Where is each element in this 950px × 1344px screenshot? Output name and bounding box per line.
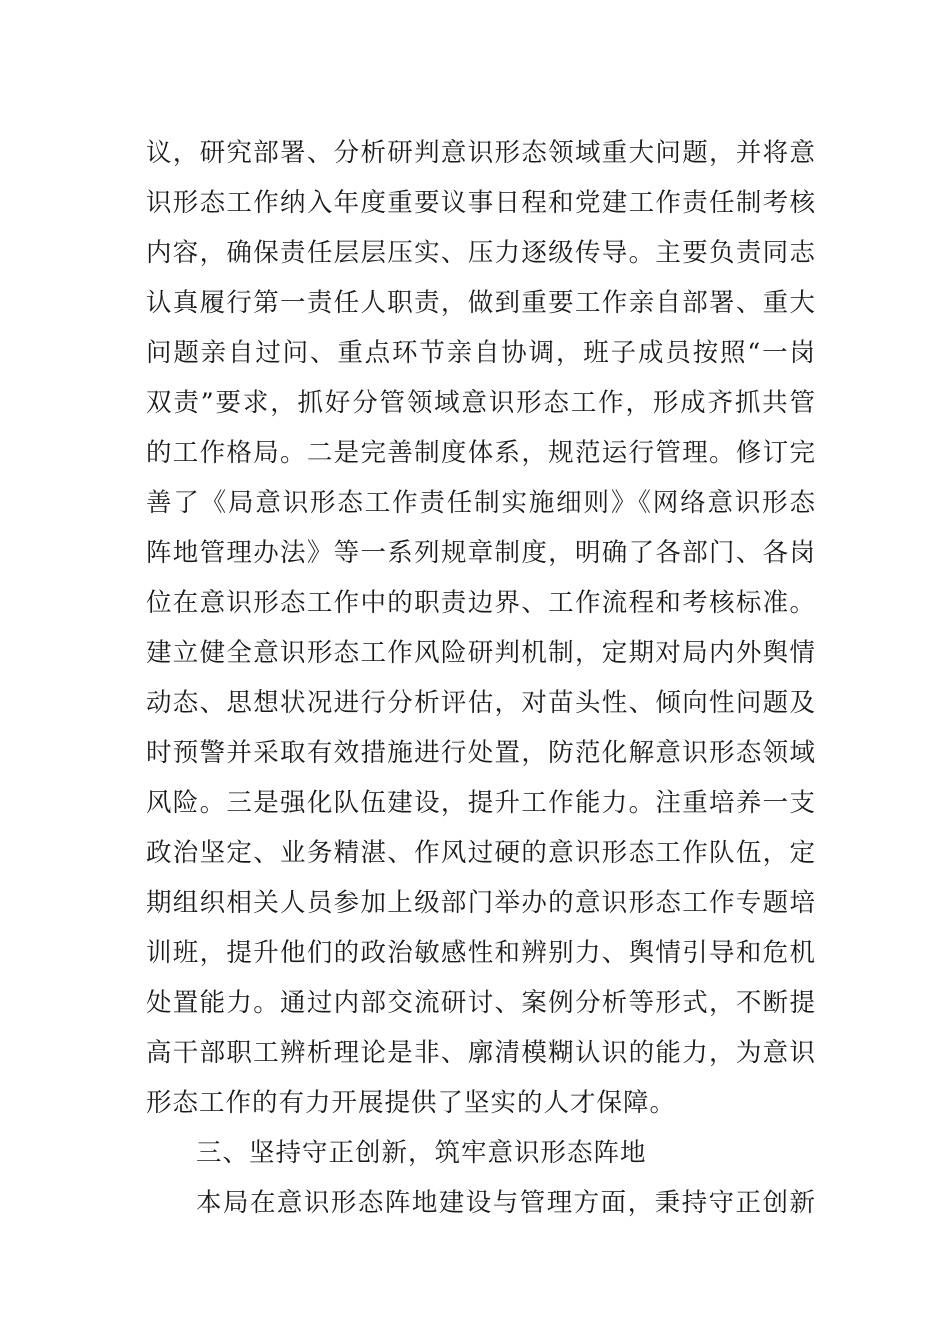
paragraph-line: 形态工作的有力开展提供了坚实的人才保障。: [146, 1088, 677, 1118]
paragraph-line: 阵地管理办法》等一系列规章制度，明确了各部门、各岗: [146, 538, 816, 568]
paragraph-line: 识形态工作纳入年度重要议事日程和党建工作责任制考核: [146, 188, 816, 218]
paragraph-line: 期组织相关人员参加上级部门举办的意识形态工作专题培: [146, 888, 816, 918]
paragraph-line: 建立健全意识形态工作风险研判机制，定期对局内外舆情: [146, 638, 816, 668]
section-heading: 三、坚持守正创新，筑牢意识形态阵地: [196, 1138, 647, 1168]
paragraph-line: 位在意识形态工作中的职责边界、工作流程和考核标准。: [146, 588, 816, 618]
paragraph-line: 高干部职工辨析理论是非、廓清模糊认识的能力，为意识: [146, 1038, 816, 1068]
paragraph-line: 问题亲自过问、重点环节亲自协调，班子成员按照“一岗: [146, 338, 816, 368]
paragraph-line: 本局在意识形态阵地建设与管理方面，秉持守正创新: [196, 1188, 816, 1218]
paragraph-line: 议，研究部署、分析研判意识形态领域重大问题，并将意: [146, 138, 816, 168]
paragraph-line: 时预警并采取有效措施进行处置，防范化解意识形态领域: [146, 738, 816, 768]
paragraph-line: 双责”要求，抓好分管领域意识形态工作，形成齐抓共管: [146, 388, 816, 418]
paragraph-line: 的工作格局。二是完善制度体系，规范运行管理。修订完: [146, 438, 816, 468]
paragraph-line: 认真履行第一责任人职责，做到重要工作亲自部署、重大: [146, 288, 816, 318]
paragraph-line: 训班，提升他们的政治敏感性和辨别力、舆情引导和危机: [146, 938, 816, 968]
paragraph-line: 政治坚定、业务精湛、作风过硬的意识形态工作队伍，定: [146, 838, 816, 868]
paragraph-line: 内容，确保责任层层压实、压力逐级传导。主要负责同志: [146, 238, 816, 268]
paragraph-line: 动态、思想状况进行分析评估，对苗头性、倾向性问题及: [146, 688, 816, 718]
paragraph-line: 风险。三是强化队伍建设，提升工作能力。注重培养一支: [146, 788, 816, 818]
paragraph-line: 善了《局意识形态工作责任制实施细则》《网络意识形态: [146, 488, 816, 518]
paragraph-line: 处置能力。通过内部交流研讨、案例分析等形式，不断提: [146, 988, 816, 1018]
